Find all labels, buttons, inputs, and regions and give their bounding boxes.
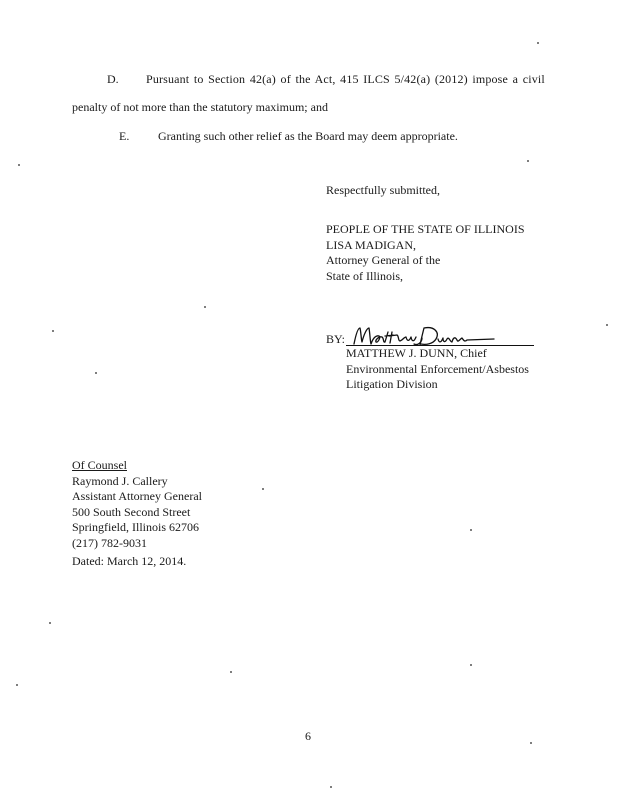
scan-speck — [606, 324, 608, 326]
scan-speck — [230, 671, 232, 673]
scan-speck — [537, 42, 539, 44]
scan-speck — [470, 664, 472, 666]
party-line: State of Illinois, — [326, 268, 403, 283]
signatory-line: Litigation Division — [346, 377, 438, 391]
scan-speck — [530, 742, 532, 744]
scan-speck — [18, 164, 20, 166]
paragraph-e-text: Granting such other relief as the Board may deem appropriate. — [158, 129, 458, 143]
dated-line: Dated: March 12, 2014. — [72, 554, 187, 568]
scan-speck — [204, 306, 206, 308]
party-line: Attorney General of the — [326, 253, 441, 267]
page-number: 6 — [305, 729, 311, 743]
counsel-line: Springfield, Illinois 62706 — [72, 520, 199, 534]
signatory-line: MATTHEW J. DUNN, Chief — [346, 346, 487, 360]
scan-speck — [262, 488, 264, 490]
counsel-line: Assistant Attorney General — [72, 489, 202, 503]
counsel-heading: Of Counsel — [72, 458, 127, 472]
scan-speck — [330, 786, 332, 788]
counsel-line: 500 South Second Street — [72, 504, 191, 519]
paragraph-e-label: E. — [119, 129, 130, 143]
paragraph-d-line2: penalty of not more than the statutory maximum; and — [72, 100, 328, 114]
paragraph-d-label: D. — [107, 72, 119, 86]
scan-speck — [95, 372, 97, 374]
scan-speck — [470, 529, 472, 531]
paragraph-d-line1: Pursuant to Section 42(a) of the Act, 415 ILCS 5/42(a) (2012) impose a civil — [146, 72, 545, 86]
counsel-block — [72, 458, 202, 551]
party-block — [326, 222, 525, 284]
signatory-line: Environmental Enforcement/Asbestos — [346, 361, 529, 376]
party-line: LISA MADIGAN, — [326, 237, 416, 252]
party-line: PEOPLE OF THE STATE OF ILLINOIS — [326, 222, 525, 236]
scan-speck — [16, 684, 18, 686]
counsel-line: (217) 782-9031 — [72, 535, 147, 550]
scan-speck — [49, 622, 51, 624]
respectfully-submitted: Respectfully submitted, — [326, 183, 440, 197]
scan-speck — [52, 330, 54, 332]
by-label: BY: — [326, 332, 345, 346]
signatory-block — [346, 346, 529, 393]
scan-speck — [527, 160, 529, 162]
counsel-line: Raymond J. Callery — [72, 473, 168, 488]
